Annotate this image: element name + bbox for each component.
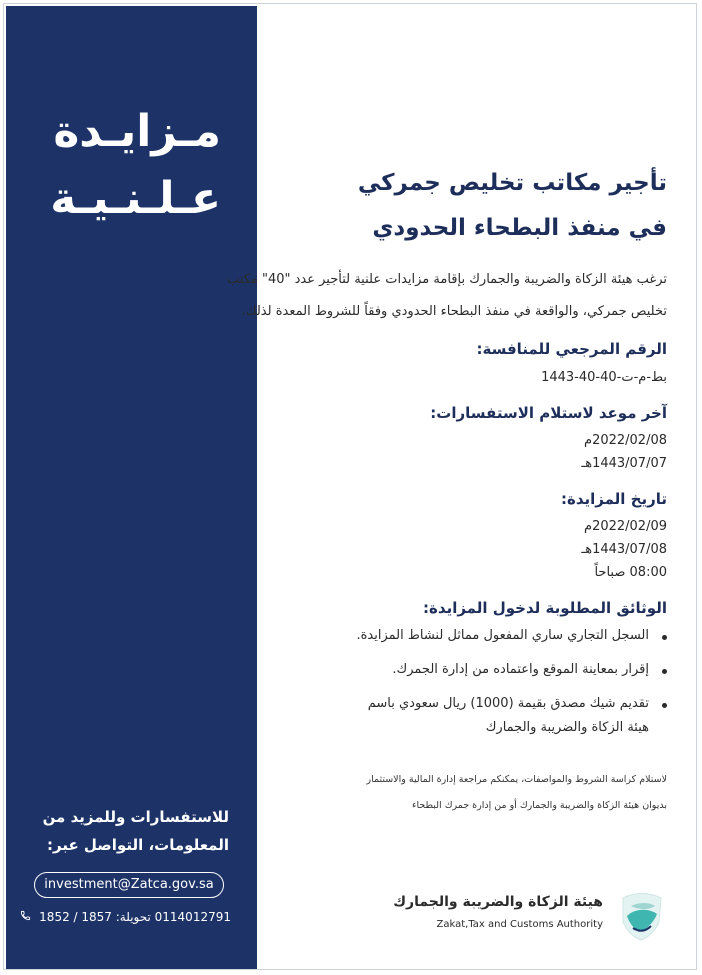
contact-text-line1: للاستفسارات وللمزيد من xyxy=(42,808,229,826)
document-item-text: تقديم شيك مصدق بقيمة (1000) ريال سعودي باسم xyxy=(367,696,649,711)
page-title-line2: في منفذ البطحاء الحدودي xyxy=(372,215,667,241)
intro-line1: ترغب هيئة الزكاة والضريبة والجمارك بإقامة مزايدات علنية لتأجير عدد "40" مكتب xyxy=(226,272,667,287)
documents-label: الوثائق المطلوبة لدخول المزايدة: xyxy=(423,599,667,617)
logo-arabic-name: هيئة الزكاة والضريبة والجمارك xyxy=(393,894,603,910)
bullet-dot xyxy=(662,703,667,708)
phone-text: 0114012791 تحويلة: 1857 / 1852 xyxy=(39,910,231,924)
intro-line2: تخليص جمركي، والواقعة في منفذ البطحاء الحدودي وفقاً للشروط المعدة لذلك. xyxy=(241,304,667,319)
inquiry-deadline-gregorian: 2022/02/08م xyxy=(584,433,667,448)
auction-heading-line1: مـزايـدة xyxy=(53,106,221,157)
auction-date-hijri: 1443/07/08هـ xyxy=(581,542,667,557)
auction-date-gregorian: 2022/02/09م xyxy=(584,519,667,534)
contact-text-line2: المعلومات، التواصل عبر: xyxy=(47,836,229,854)
document-item-continuation: هيئة الزكاة والضريبة والجمارك xyxy=(485,720,649,735)
zatca-logo-icon xyxy=(615,888,667,942)
page-title-line1: تأجير مكاتب تخليص جمركي xyxy=(357,170,667,196)
phone-number xyxy=(20,910,231,924)
note-line1: لاستلام كراسة الشروط والمواصفات، يمكنكم مراجعة إدارة المالية والاستثمار xyxy=(366,774,667,785)
side-panel xyxy=(6,6,257,969)
inquiry-deadline-label: آخر موعد لاستلام الاستفسارات: xyxy=(430,404,667,422)
phone-icon xyxy=(20,910,31,924)
auction-time: 08:00 صباحاً xyxy=(594,565,667,580)
bullet-dot xyxy=(662,635,667,640)
main-content xyxy=(226,6,695,969)
authority-logo xyxy=(393,886,667,946)
reference-value: بط-م-ت-40-40-1443 xyxy=(541,370,667,385)
bullet-dot xyxy=(662,669,667,674)
document-item-text: السجل التجاري ساري المفعول مماثل لنشاط المزايدة. xyxy=(356,628,649,643)
email-link[interactable]: investment@Zatca.gov.sa xyxy=(34,872,224,898)
note-line2: بديوان هيئة الزكاة والضريبة والجمارك أو من إدارة جمرك البطحاء xyxy=(412,800,667,811)
inquiry-deadline-hijri: 1443/07/07هـ xyxy=(581,456,667,471)
auction-date-label: تاريخ المزايدة: xyxy=(560,490,667,508)
auction-heading-line2: عـلـنـيـة xyxy=(50,173,221,224)
document-item-text: إقرار بمعاينة الموقع واعتماده من إدارة الجمرك. xyxy=(392,662,649,677)
reference-label: الرقم المرجعي للمنافسة: xyxy=(476,340,667,358)
logo-english-name: Zakat,Tax and Customs Authority xyxy=(436,919,603,930)
